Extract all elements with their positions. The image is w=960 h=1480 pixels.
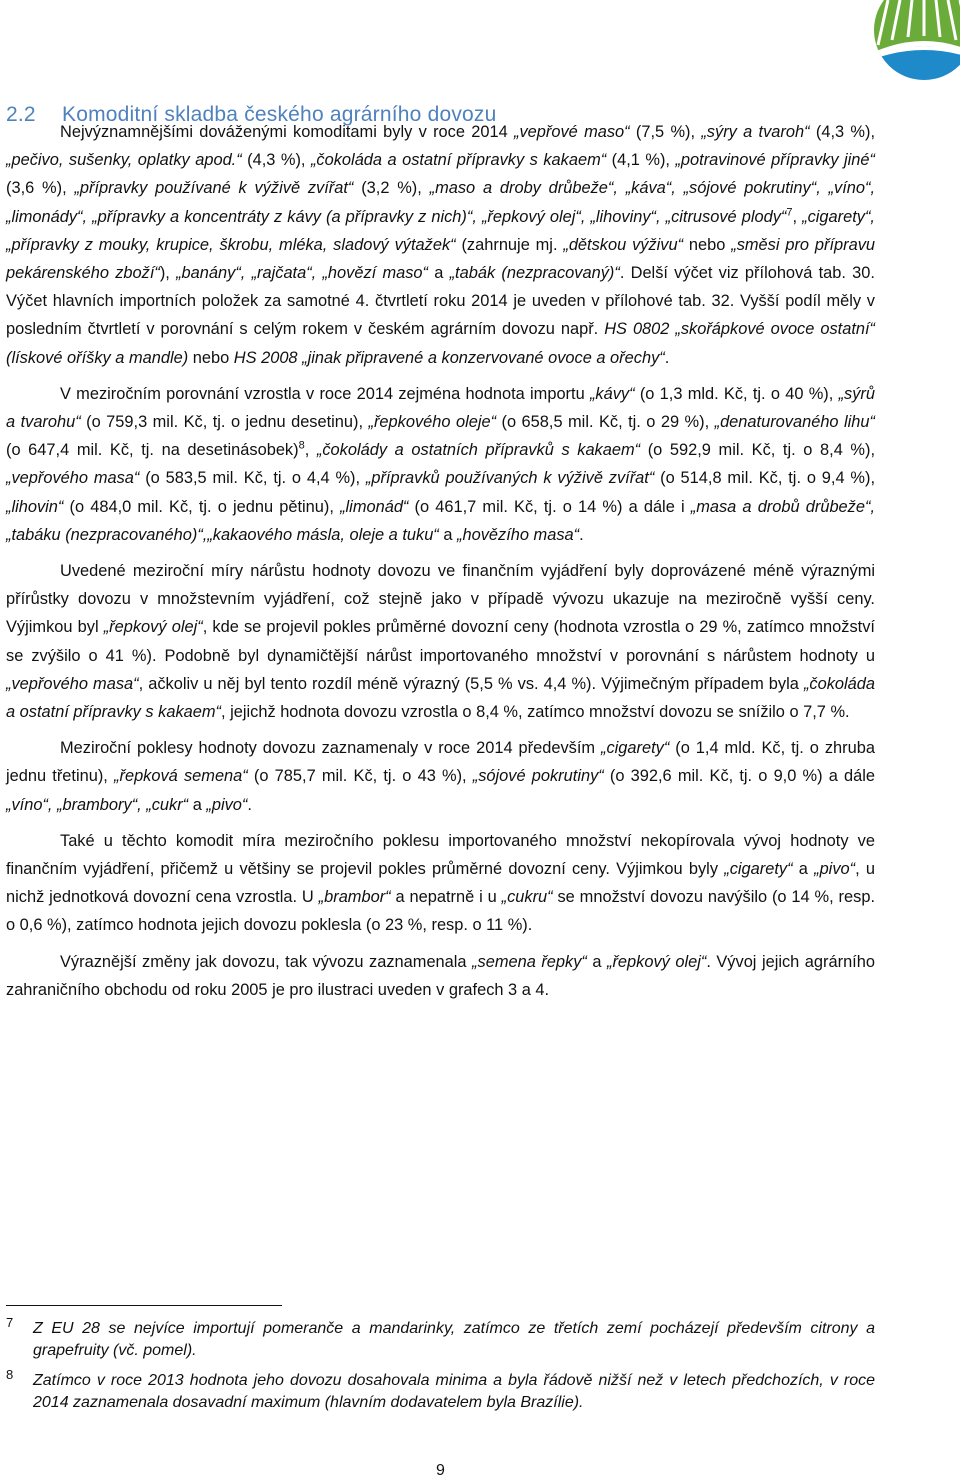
commodity-term: „čokoláda a ostatní přípravky s kakaem“ bbox=[6, 674, 876, 722]
commodity-term: „směsi pro přípravu pekárenského zboží“ bbox=[6, 235, 876, 283]
paragraph bbox=[6, 118, 875, 372]
footnote-ref: 8 bbox=[298, 439, 305, 452]
text-run: a bbox=[428, 264, 450, 283]
commodity-term: „čokolády a ostatních přípravků s kakaem“ bbox=[316, 441, 641, 460]
commodity-term: „řepkového oleje“ bbox=[368, 413, 497, 432]
footnote-number: 7 bbox=[6, 1315, 14, 1330]
commodity-term: „přípravků používaných k výživě zvířat“ bbox=[365, 469, 655, 488]
text-run: , jejichž hodnota dovozu vzrostla o 8,4 %, zatímco množství dovozu se snížilo o 7,7 %. bbox=[220, 703, 850, 722]
text-run: (zahrnuje mj. bbox=[455, 235, 564, 254]
commodity-term: „cigarety“ bbox=[601, 739, 670, 758]
text-run: (4,3 %), bbox=[241, 151, 311, 170]
commodity-term: „limonád“ bbox=[340, 497, 409, 516]
commodity-term: „denaturovaného lihu“ bbox=[714, 413, 875, 432]
text-run: . Delší výčet viz přílohová tab. 30. Výčet hlavních importních položek za samotné 4. čtvrtletí roku 2014 je uveden v přílohové tab. 32. Vyšší podíl měly v posledním čtvrtletí v porovnání s celým rokem v českém agrárním dovozu např. bbox=[6, 264, 875, 339]
text-run: (3,6 %), bbox=[6, 179, 75, 198]
footnote-text: Zatímco v roce 2013 hodnota jeho dovozu dosahovala minima a byla řádově nižší než v letech předchozích, v roce 2014 zaznamenala dosavadní maximum (hlavním dodavatelem byla Brazílie). bbox=[33, 1372, 875, 1411]
commodity-term: „sýry a tvaroh“ bbox=[701, 123, 810, 141]
footnote-text: Z EU 28 se nejvíce importují pomeranče a mandarinky, zatímco ze třetích zemí pocházejí především citrony a grapefruity (vč. pomel). bbox=[33, 1320, 875, 1359]
text-run: (o 461,7 mil. Kč, tj. o 14 %) a dále i bbox=[408, 497, 691, 516]
paragraph bbox=[6, 734, 875, 819]
commodity-term: „kávy“ bbox=[589, 384, 635, 403]
commodity-term: „pivo“ bbox=[206, 795, 248, 814]
text-run: (o 1,4 mld. Kč, tj. o zhruba jednu třetinu), bbox=[6, 739, 875, 786]
text-run: . bbox=[247, 795, 252, 814]
footnote-ref: 7 bbox=[786, 206, 793, 219]
page-number: 9 bbox=[436, 1462, 445, 1479]
paragraph bbox=[6, 827, 875, 940]
text-run: a bbox=[188, 795, 207, 814]
commodity-term: „cukru“ bbox=[501, 888, 553, 907]
text-run: (o 759,3 mil. Kč, tj. o jednu desetinu), bbox=[80, 413, 369, 432]
commodity-term: „potravinové přípravky jiné“ bbox=[675, 151, 875, 170]
commodity-term: „masa a drobů drůbeže“, „tabáku (nezpracovaného)“,„kakaového másla, oleje a tuku“ bbox=[6, 497, 875, 544]
agriculture-field-icon bbox=[862, 0, 960, 88]
commodity-term: „brambor“ bbox=[318, 888, 391, 907]
section-title: Komoditní skladba českého agrárního dovozu bbox=[62, 103, 497, 127]
paragraph bbox=[6, 948, 875, 1004]
text-run: , ačkoliv u něj byl tento rozdíl méně výrazný (5,5 % vs. 4,4 %). Výjimečným případem byla bbox=[138, 674, 804, 693]
text-run: (3,2 %), bbox=[353, 179, 430, 198]
text-run: . bbox=[664, 348, 670, 367]
text-run: nebo bbox=[683, 235, 732, 254]
commodity-term: „řepkový olej“ bbox=[606, 952, 707, 971]
footnote bbox=[6, 1367, 875, 1414]
commodity-term: HS 0802 „skořápkové ovoce ostatní“ (lískové oříšky a mandle) bbox=[6, 320, 875, 367]
footnote bbox=[6, 1315, 875, 1362]
commodity-term: „semena řepky“ bbox=[472, 952, 587, 971]
text-run: , bbox=[304, 441, 317, 460]
text-run: a bbox=[792, 860, 815, 879]
commodity-term: „banány“, „rajčata“, „hovězí maso“ bbox=[176, 264, 428, 283]
footnotes bbox=[6, 1315, 875, 1422]
paragraph bbox=[6, 380, 875, 549]
text-run: ), bbox=[159, 264, 177, 283]
commodity-term: „vepřové maso“ bbox=[514, 123, 630, 141]
text-run: (o 484,0 mil. Kč, tj. o jednu pětinu), bbox=[63, 497, 341, 516]
text-run: (4,3 %), bbox=[809, 123, 875, 141]
text-run: a bbox=[586, 952, 607, 971]
text-run: (o 592,9 mil. Kč, tj. o 8,4 %), bbox=[640, 441, 876, 460]
text-run: (o 785,7 mil. Kč, tj. o 43 %), bbox=[247, 767, 473, 786]
footnote-number: 8 bbox=[6, 1367, 14, 1382]
commodity-term: „sýrů a tvarohu“ bbox=[6, 384, 875, 432]
text-run: (o 647,4 mil. Kč, tj. na desetinásobek) bbox=[6, 441, 299, 460]
text-run: (7,5 %), bbox=[629, 123, 702, 141]
commodity-term: HS 2008 „jinak připravené a konzervované ovoce a ořechy“ bbox=[233, 348, 665, 367]
commodity-term: „maso a droby drůbeže“, „káva“, „sójové pokrutiny“, „víno“, „limonády“, „přípravky a koncentráty z kávy (a přípravky z nich)“, „řepkový olej“, „lihoviny“, „citrusové plody“ bbox=[6, 179, 876, 226]
text-run: a nepatrně i u bbox=[390, 888, 502, 907]
text-run: (o 583,5 mil. Kč, tj. o 4,4 %), bbox=[139, 469, 366, 488]
commodity-term: „hovězího masa“ bbox=[457, 525, 580, 544]
paragraph bbox=[6, 557, 875, 726]
text-run: (o 392,6 mil. Kč, tj. o 9,0 %) a dále bbox=[603, 767, 876, 786]
commodity-term: „pivo“ bbox=[814, 860, 856, 879]
commodity-term: „přípravky používané k výživě zvířat“ bbox=[74, 179, 354, 198]
body-text bbox=[6, 118, 875, 1012]
text-run: a bbox=[438, 525, 458, 544]
text-run: , bbox=[792, 207, 803, 226]
commodity-term: „dětskou výživu“ bbox=[563, 235, 684, 254]
text-run: . bbox=[579, 525, 584, 544]
text-run: Nejvýznamnějšími dováženými komoditami byly v roce 2014 bbox=[60, 123, 515, 141]
commodity-term: „řepkový olej“ bbox=[103, 618, 203, 637]
commodity-term: „čokoláda a ostatní přípravky s kakaem“ bbox=[310, 151, 607, 170]
commodity-term: „sójové pokrutiny“ bbox=[472, 767, 604, 786]
commodity-term: „pečivo, sušenky, oplatky apod.“ bbox=[6, 151, 242, 170]
commodity-term: „cigarety“ bbox=[724, 860, 793, 879]
text-run: , kde se projevil pokles průměrné dovozní ceny (hodnota vzrostla o 29 %, zatímco množství se zvýšilo o 41 %). Podobně byl dynamičtější nárůst importovaného množství v porovnání s nárůstem hodnoty u bbox=[6, 618, 875, 665]
text-run: V meziročním porovnání vzrostla v roce 2014 zejména hodnota importu bbox=[60, 384, 590, 403]
commodity-term: „cigarety“, „přípravky z mouky, krupice, škrobu, mléka, sladový výtažek“ bbox=[6, 207, 875, 254]
text-run: (o 514,8 mil. Kč, tj. o 9,4 %), bbox=[654, 469, 875, 488]
text-run: (o 1,3 mld. Kč, tj. o 40 %), bbox=[634, 384, 839, 403]
text-run: se množství dovozu navýšilo (o 14 %, resp. o 0,6 %), zatímco hodnota jejich dovozu poklesla (o 23 %, resp. o 11 %). bbox=[6, 888, 875, 935]
text-run: Výraznější změny jak dovozu, tak vývozu zaznamenala bbox=[60, 952, 473, 971]
commodity-term: „víno“, „brambory“, „cukr“ bbox=[6, 795, 189, 814]
commodity-term: „vepřového masa“ bbox=[6, 469, 140, 488]
commodity-term: „řepková semena“ bbox=[114, 767, 248, 786]
text-run: nebo bbox=[188, 348, 234, 367]
text-run: . Vývoj jejich agrárního zahraničního obchodu od roku 2005 je pro ilustraci uveden v grafech 3 a 4. bbox=[6, 952, 875, 999]
text-run: , u nichž jednotková dovozní cena vzrostla. U bbox=[6, 860, 875, 907]
footnote-divider bbox=[6, 1305, 282, 1306]
commodity-term: „vepřového masa“ bbox=[6, 674, 139, 693]
commodity-term: „tabák (nezpracovaný)“ bbox=[449, 264, 620, 283]
commodity-term: „lihovin“ bbox=[6, 497, 64, 516]
section-number: 2.2 bbox=[6, 103, 36, 127]
text-run: (o 658,5 mil. Kč, tj. o 29 %), bbox=[496, 413, 715, 432]
text-run: Meziroční poklesy hodnoty dovozu zaznamenaly v roce 2014 především bbox=[60, 739, 602, 758]
text-run: (4,1 %), bbox=[606, 151, 676, 170]
text-run: Také u těchto komodit míra meziročního poklesu importovaného množství nekopírovala vývoj hodnoty ve finančním vyjádření, přičemž u většiny se projevil pokles průměrné dovozní ceny. Výjimkou byly bbox=[6, 831, 875, 879]
text-run: Uvedené meziroční míry nárůstu hodnoty dovozu ve finančním vyjádření byly doprovázené méně výraznými přírůstky dovozu v množstevním vyjádření, což stejně jako v případě vývozu ukazuje na meziročně vyšší ceny. Výjimkou byl bbox=[6, 562, 875, 637]
